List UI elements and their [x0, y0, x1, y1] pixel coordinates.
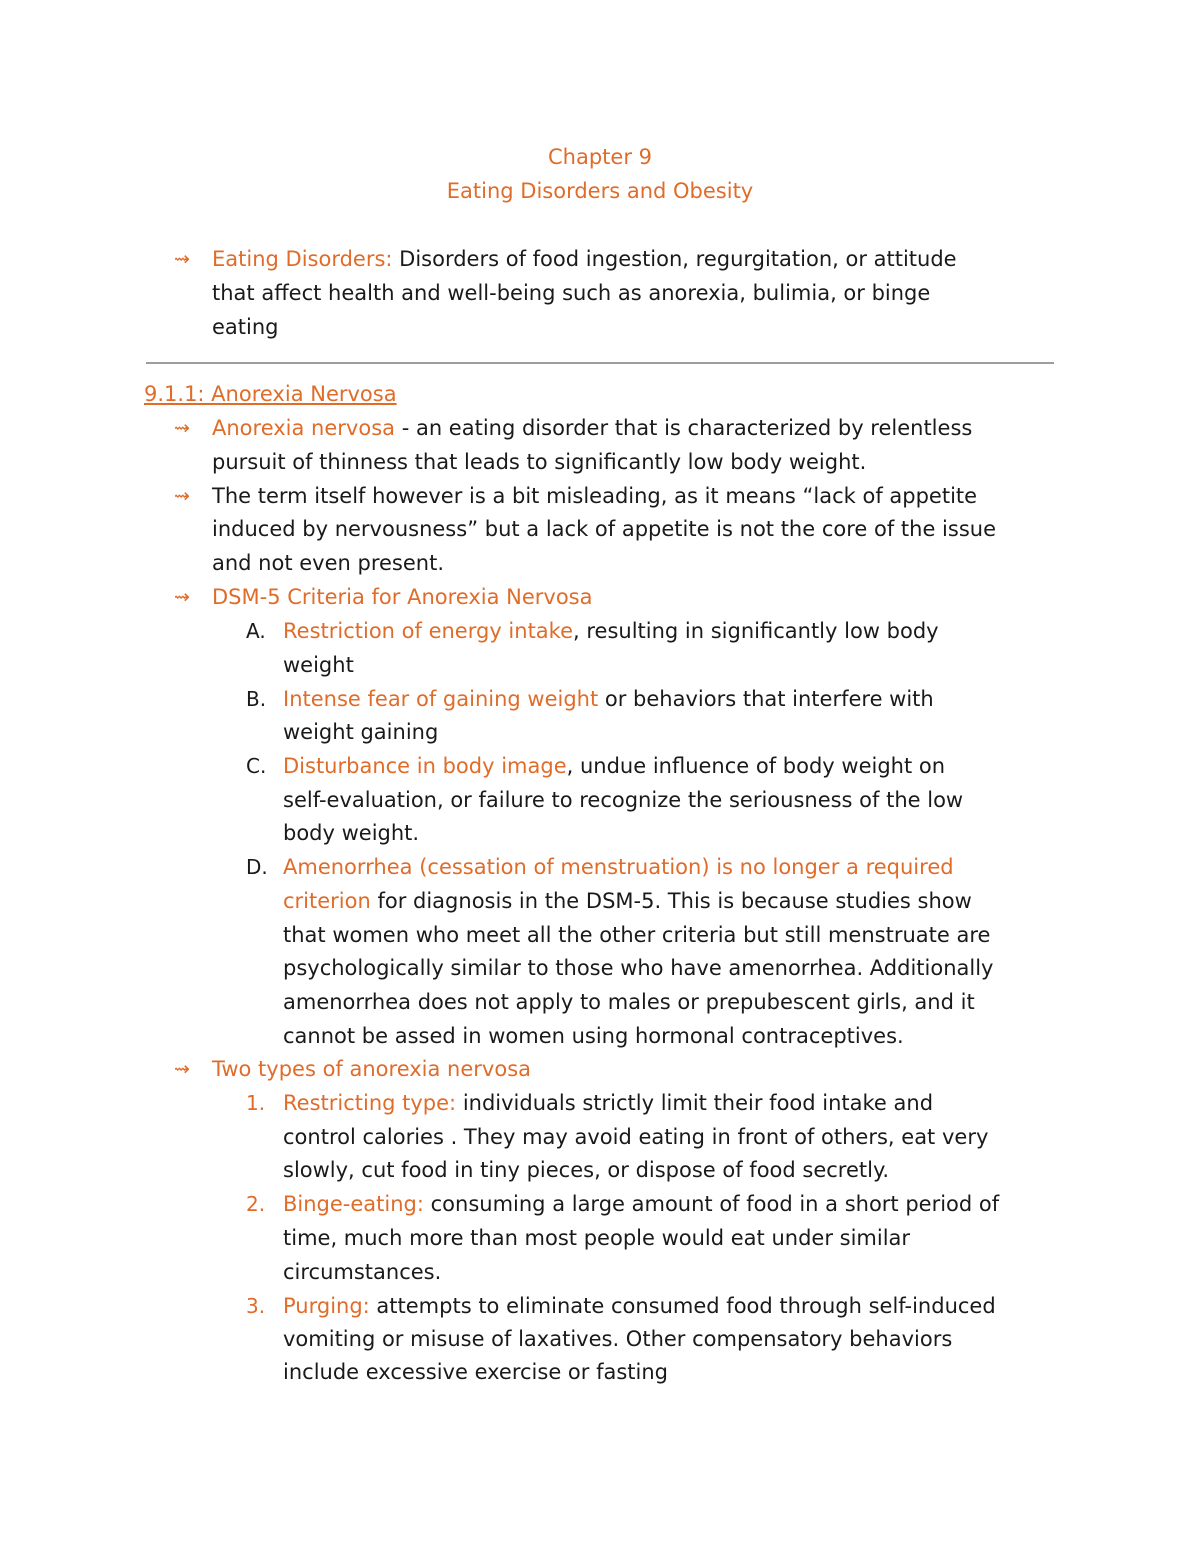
type-marker-1: 1.	[246, 1091, 266, 1115]
criterion-d-line-3: that women who meet all the other criteria but still menstruate are	[283, 923, 991, 947]
bullet-term-line-3: and not even present.	[212, 551, 445, 575]
intro-line-1: Eating Disorders: Disorders of food ingestion, regurgitation, or attitude	[212, 247, 957, 271]
type-1-line-3: slowly, cut food in tiny pieces, or dispose of food secretly.	[283, 1158, 890, 1182]
type-3-line-3: include excessive exercise or fasting	[283, 1360, 668, 1384]
type-marker-3: 3.	[246, 1294, 266, 1318]
criterion-marker-c: C.	[246, 754, 267, 778]
bullet-anorexia-line-2: pursuit of thinness that leads to significantly low body weight.	[212, 450, 867, 474]
criterion-c-line-2: self-evaluation, or failure to recognize the seriousness of the low	[283, 788, 964, 812]
bullet-term-line-1: The term itself however is a bit misleading, as it means “lack of appetite	[212, 484, 978, 508]
bullet-term-line-2: induced by nervousness” but a lack of appetite is not the core of the issue	[212, 517, 997, 541]
type-2-line-2: time, much more than most people would eat under similar	[283, 1226, 911, 1250]
criterion-d-line-1: Amenorrhea (cessation of menstruation) is no longer a required	[283, 855, 954, 879]
type-1-line-1: Restricting type: individuals strictly limit their food intake and	[283, 1091, 934, 1115]
squiggle-arrow-icon: ⇝	[174, 248, 190, 270]
type-3-line-1: Purging: attempts to eliminate consumed food through self-induced	[283, 1294, 996, 1318]
bullet-anorexia-line-1: Anorexia nervosa - an eating disorder that is characterized by relentless	[212, 416, 973, 440]
criterion-marker-d: D.	[246, 855, 268, 879]
type-2-line-1: Binge-eating: consuming a large amount of food in a short period of	[283, 1192, 1000, 1216]
criterion-a-line-2: weight	[283, 653, 354, 677]
criterion-d-line-4: psychologically similar to those who have amenorrhea. Additionally	[283, 956, 994, 980]
criterion-marker-a: A.	[246, 619, 266, 643]
criterion-d-line-6: cannot be assed in women using hormonal contraceptives.	[283, 1024, 904, 1048]
intro-line-3: eating	[212, 315, 279, 339]
criterion-marker-b: B.	[246, 687, 267, 711]
criterion-c-line-3: body weight.	[283, 821, 420, 845]
type-1-line-2: control calories . They may avoid eating in front of others, eat very	[283, 1125, 989, 1149]
criterion-a-line-1: Restriction of energy intake, resulting in significantly low body	[283, 619, 939, 643]
criterion-b-line-2: weight gaining	[283, 720, 439, 744]
squiggle-arrow-icon: ⇝	[174, 1058, 190, 1080]
horizontal-divider	[146, 362, 1054, 364]
squiggle-arrow-icon: ⇝	[174, 485, 190, 507]
criterion-c-line-1: Disturbance in body image, undue influence of body weight on	[283, 754, 946, 778]
type-2-line-3: circumstances.	[283, 1260, 442, 1284]
squiggle-arrow-icon: ⇝	[174, 417, 190, 439]
intro-line-2: that affect health and well-being such as anorexia, bulimia, or binge	[212, 281, 931, 305]
criterion-d-line-5: amenorrhea does not apply to males or prepubescent girls, and it	[283, 990, 975, 1014]
type-marker-2: 2.	[246, 1192, 266, 1216]
criterion-b-line-1: Intense fear of gaining weight or behaviors that interfere with	[283, 687, 934, 711]
chapter-number: Chapter 9	[548, 145, 652, 169]
chapter-title: Eating Disorders and Obesity	[446, 179, 754, 203]
chapter-header	[0, 140, 1200, 208]
dsm-criteria-heading: DSM-5 Criteria for Anorexia Nervosa	[212, 585, 593, 609]
types-heading: Two types of anorexia nervosa	[212, 1057, 531, 1081]
intro-term: Eating Disorders:	[212, 247, 393, 271]
section-heading: 9.1.1: Anorexia Nervosa	[144, 382, 397, 406]
type-3-line-2: vomiting or misuse of laxatives. Other compensatory behaviors	[283, 1327, 953, 1351]
squiggle-arrow-icon: ⇝	[174, 586, 190, 608]
criterion-d-line-2: criterion for diagnosis in the DSM-5. This is because studies show	[283, 889, 972, 913]
